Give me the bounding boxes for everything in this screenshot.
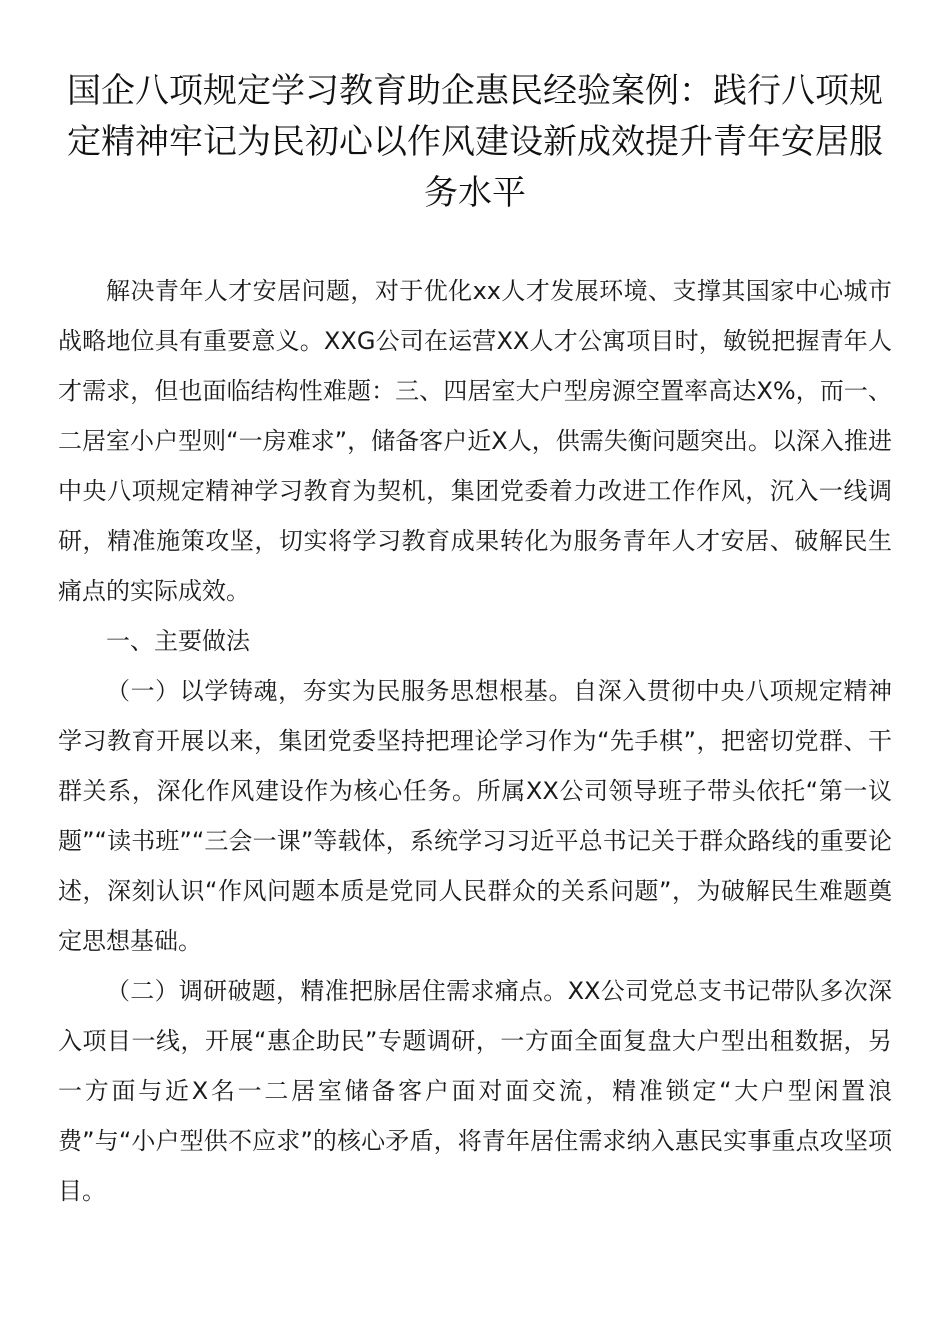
document-title: 国企八项规定学习教育助企惠民经验案例：践行八项规定精神牢记为民初心以作风建设新成效提升青年安居服务水平 [67, 71, 883, 213]
paragraph-item-1: （一）以学铸魂，夯实为民服务思想根基。自深入贯彻中央八项规定精神学习教育开展以来，集团党委坚持把理论学习作为“先手棋”，把密切党群、干群关系，深化作风建设作为核心任务。所属XX公司领导班子带头依托“第一议题”“读书班”“三会一课”等载体，系统学习习近平总书记关于群众路线的重要论述，深刻认识“作风问题本质是党同人民群众的关系问题”，为破解民生难题奠定思想基础。 [58, 677, 892, 955]
intro-paragraph: 解决青年人才安居问题，对于优化xx人才发展环境、支撑其国家中心城市战略地位具有重要意义。XXG公司在运营XX人才公寓项目时，敏锐把握青年人才需求，但也面临结构性难题：三、四居室大户型房源空置率高达X%，而一、二居室小户型则“一房难求”，储备客户近X人，供需失衡问题突出。以深入推进中央八项规定精神学习教育为契机，集团党委着力改进工作作风，沉入一线调研，精准施策攻坚，切实将学习教育成果转化为服务青年人才安居、破解民生痛点的实际成效。 [58, 277, 892, 605]
paragraph-item-2: （二）调研破题，精准把脉居住需求痛点。XX公司党总支书记带队多次深入项目一线，开展“惠企助民”专题调研，一方面全面复盘大户型出租数据，另一方面与近X名一二居室储备客户面对面交流，精准锁定“大户型闲置浪费”与“小户型供不应求”的核心矛盾，将青年居住需求纳入惠民实事重点攻坚项目。 [58, 977, 892, 1205]
document-body [58, 266, 892, 1216]
section-heading: 一、主要做法 [106, 627, 250, 655]
